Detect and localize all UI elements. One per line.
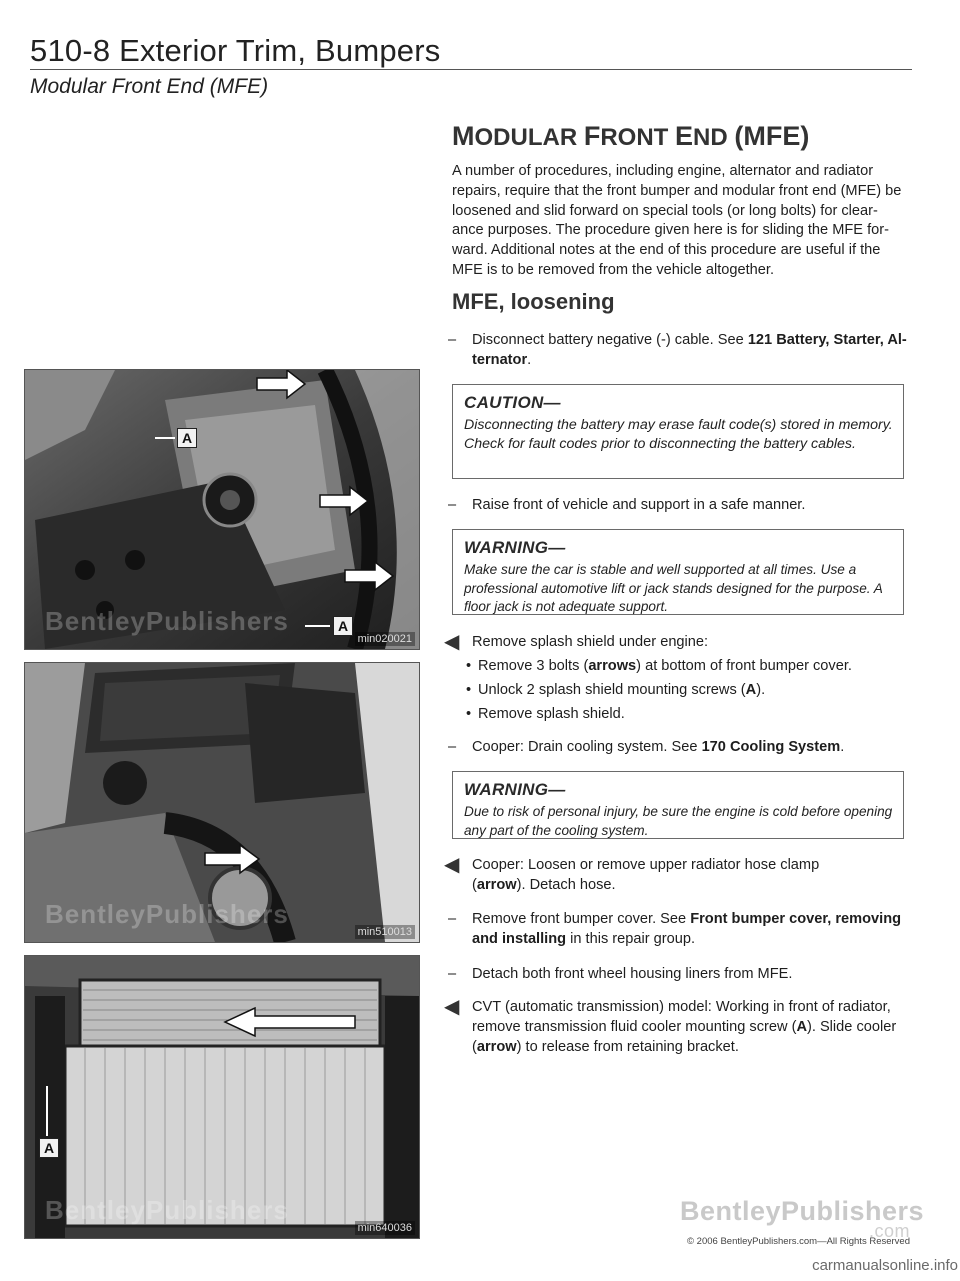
- step-cvt-cooler: ◀ CVT (automatic transmission) model: Working in front of radiator, remove transmission fluid cooler mounting screw (A). Slide cooler (arrow) to release from retaining bracket.: [444, 996, 897, 1055]
- photo-id: min020021: [355, 632, 415, 646]
- list-item: • Unlock 2 splash shield mounting screws (A).: [478, 681, 908, 701]
- header-rule: [30, 69, 912, 70]
- warning-title: WARNING—: [464, 538, 566, 557]
- caution-box: [452, 384, 904, 479]
- ref-link-battery[interactable]: 121 Battery, Starter, Al-ternator: [472, 332, 907, 368]
- photo-splash-shield: [24, 369, 420, 650]
- step-radiator-hose: ◀ Cooper: Loosen or remove upper radiator hose clamp (arrow). Detach hose.: [444, 854, 820, 893]
- procedure-heading: MFE, loosening: [452, 289, 615, 314]
- step-drain-cooling: – Cooper: Drain cooling system. See 170 Cooling System.: [448, 739, 845, 755]
- ref-link-bumper[interactable]: Front bumper cover, removing and installing: [472, 911, 902, 947]
- photo-pointer-icon: ◀: [444, 631, 460, 653]
- callout-label-a: A: [177, 428, 197, 448]
- publisher-logo: BentleyPublishers .com: [680, 1196, 925, 1241]
- step-remove-splash-shield: ◀ Remove splash shield under engine:: [444, 631, 709, 653]
- callout-label-a: A: [333, 616, 353, 636]
- list-item: • Remove splash shield.: [478, 705, 908, 725]
- ref-link-cooling[interactable]: 170 Cooling System: [701, 739, 841, 755]
- photo-watermark: BentleyPublishers: [45, 1195, 289, 1225]
- page-subtitle: Modular Front End (MFE): [30, 75, 269, 98]
- step-detach-liners: – Detach both front wheel housing liners from MFE.: [448, 966, 793, 982]
- source-site-watermark: carmanualsonline.info: [812, 1257, 958, 1274]
- page-title: 510-8 Exterior Trim, Bumpers: [30, 33, 441, 68]
- caution-title: CAUTION—: [464, 393, 561, 412]
- copyright-notice: © 2006 BentleyPublishers.com—All Rights Reserved: [687, 1236, 910, 1247]
- photo-radiator: [24, 955, 420, 1239]
- intro-paragraph: A number of procedures, including engine, alternator and radiator repairs, require that the front bumper and modular front end (MFE) be loosened and slid forward on special tools (or long bolts) for clear-ance purposes. The procedure given here is for sliding the MFE for-ward. Additional notes at the end of this procedure are useful if the MFE is to be removed from the vehicle altogether.: [452, 163, 902, 278]
- warning-box-cooling: [452, 771, 904, 839]
- photo-engine-bay: [24, 662, 420, 943]
- warning-text: Make sure the car is stable and well supported at all times. Use a professional automotive lift or jack stands designed for the purpose. A floor jack is not adequate support.: [464, 562, 883, 614]
- photo-pointer-icon: ◀: [444, 854, 460, 876]
- caution-text: Disconnecting the battery may erase fault code(s) stored in memory. Check for fault codes prior to disconnecting the battery cables.: [464, 417, 893, 452]
- warning-text: Due to risk of personal injury, be sure the engine is cold before opening any part of the cooling system.: [464, 804, 893, 838]
- section-title: MODULAR FRONT END (MFE): [452, 121, 810, 151]
- step-remove-bumper: – Remove front bumper cover. See Front bumper cover, removing and installing in this repair group.: [448, 911, 902, 947]
- photo-id: min510013: [355, 925, 415, 939]
- step-disconnect-battery: – Disconnect battery negative (-) cable. See 121 Battery, Starter, Al-ternator.: [448, 332, 907, 368]
- photo-pointer-icon: ◀: [444, 996, 460, 1018]
- step-raise-vehicle: – Raise front of vehicle and support in a safe manner.: [448, 497, 806, 513]
- photo-watermark: BentleyPublishers: [45, 606, 289, 636]
- list-item: • Remove 3 bolts (arrows) at bottom of front bumper cover.: [478, 657, 908, 677]
- warning-title: WARNING—: [464, 780, 566, 799]
- warning-box-support: [452, 529, 904, 615]
- photo-id: min640036: [355, 1221, 415, 1235]
- photo-watermark: BentleyPublishers: [45, 899, 289, 929]
- callout-label-a: A: [39, 1138, 59, 1158]
